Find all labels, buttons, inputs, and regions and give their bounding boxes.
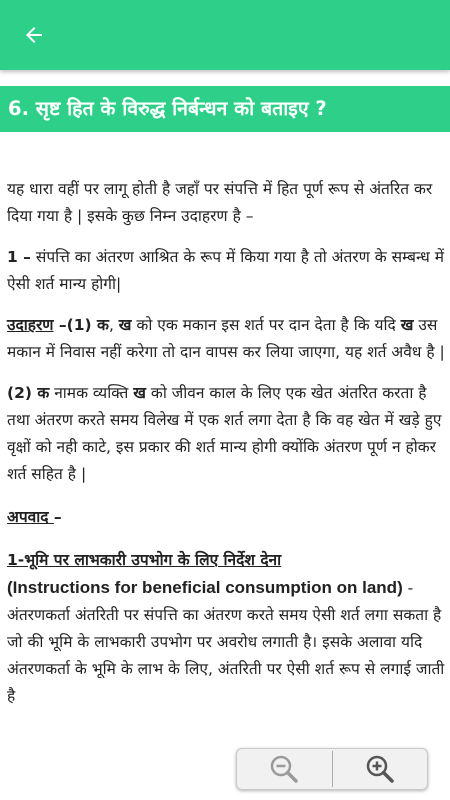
example-2-number: (2) क [7, 384, 50, 402]
point-1-text: संपत्ति का अंतरण आश्रित के रूप में किया गया है तो अंतरण के सम्बन्ध में ऐसी शर्त मान्य होगी| [7, 248, 444, 293]
arrow-left-icon [22, 23, 46, 47]
example-1-text-a: को एक मकान इस शर्त पर दान देता है कि यदि [131, 316, 401, 334]
zoom-in-icon [365, 754, 395, 784]
example-1-number: –(1) क [53, 316, 109, 334]
point-1-number: 1 – [7, 248, 31, 266]
zoom-out-button[interactable] [237, 749, 332, 789]
sub-heading-english: (Instructions for beneficial consumption on land) [7, 578, 403, 597]
example-2-kha: ख [133, 384, 146, 402]
sub-section-paragraph [7, 547, 445, 710]
zoom-control [236, 748, 428, 790]
zoom-in-button[interactable] [333, 749, 428, 789]
example-2-paragraph [7, 380, 445, 488]
example-1-kha: ख [118, 316, 132, 334]
app-bar [0, 0, 450, 70]
exception-dash: – [53, 508, 62, 526]
exception-heading [7, 504, 445, 531]
example-1-kha-2: ख [400, 316, 414, 334]
zoom-out-icon [269, 754, 299, 784]
example-label: उदाहरण [7, 316, 54, 334]
exception-label: अपवाद [7, 508, 54, 526]
sub-heading: 1-भूमि पर लाभकारी उपभोग के लिए निर्देश देना [7, 551, 282, 569]
example-2-text-b: को जीवन काल के लिए एक खेत अंतरित करता है तथा अंतरण करते समय विलेख में एक शर्त लगा देता है कि वह खेत में खड़े हुए वृक्षों को नही काटे, इस प्रकार की शर्त मान्य होगी क्योंकि अंतरण पूर्ण न होकर शर्त सहित है | [7, 384, 442, 483]
question-title-bar [0, 86, 450, 132]
example-1-sep: , [108, 316, 119, 334]
example-2-text-a: नामक व्यक्ति [49, 384, 134, 402]
example-1-text-b: उस मकान में निवास नहीं करेगा तो दान वापस कर लिया जाएगा, यह शर्त अवैध है | [7, 316, 445, 361]
question-title: 6. सृष्ट हित के विरुद्ध निर्बन्धन को बताइए ? [8, 97, 327, 120]
back-button[interactable] [14, 17, 54, 53]
intro-paragraph: यह धारा वहीं पर लागू होती है जहाँ पर संपत्ति में हित पूर्ण रूप से अंतरित कर दिया गया है | इसके कुछ निम्न उदाहरण है – [7, 180, 433, 225]
sub-section-text: - अंतरणकर्ता अंतरिती पर संपत्ति का अंतरण करते समय ऐसी शर्त लगा सकता है जो की भूमि के लाभकारी उपभोग पर अवरोध लगाती है। इसके अलावा यदि अंतरणकर्ता के भूमि के लाभ के लिए, अंतरिती पर ऐसी शर्त रूप से लगाई जाती है [7, 579, 445, 705]
point-1-paragraph [7, 244, 445, 298]
example-1-paragraph [7, 312, 445, 366]
answer-content [7, 176, 445, 724]
